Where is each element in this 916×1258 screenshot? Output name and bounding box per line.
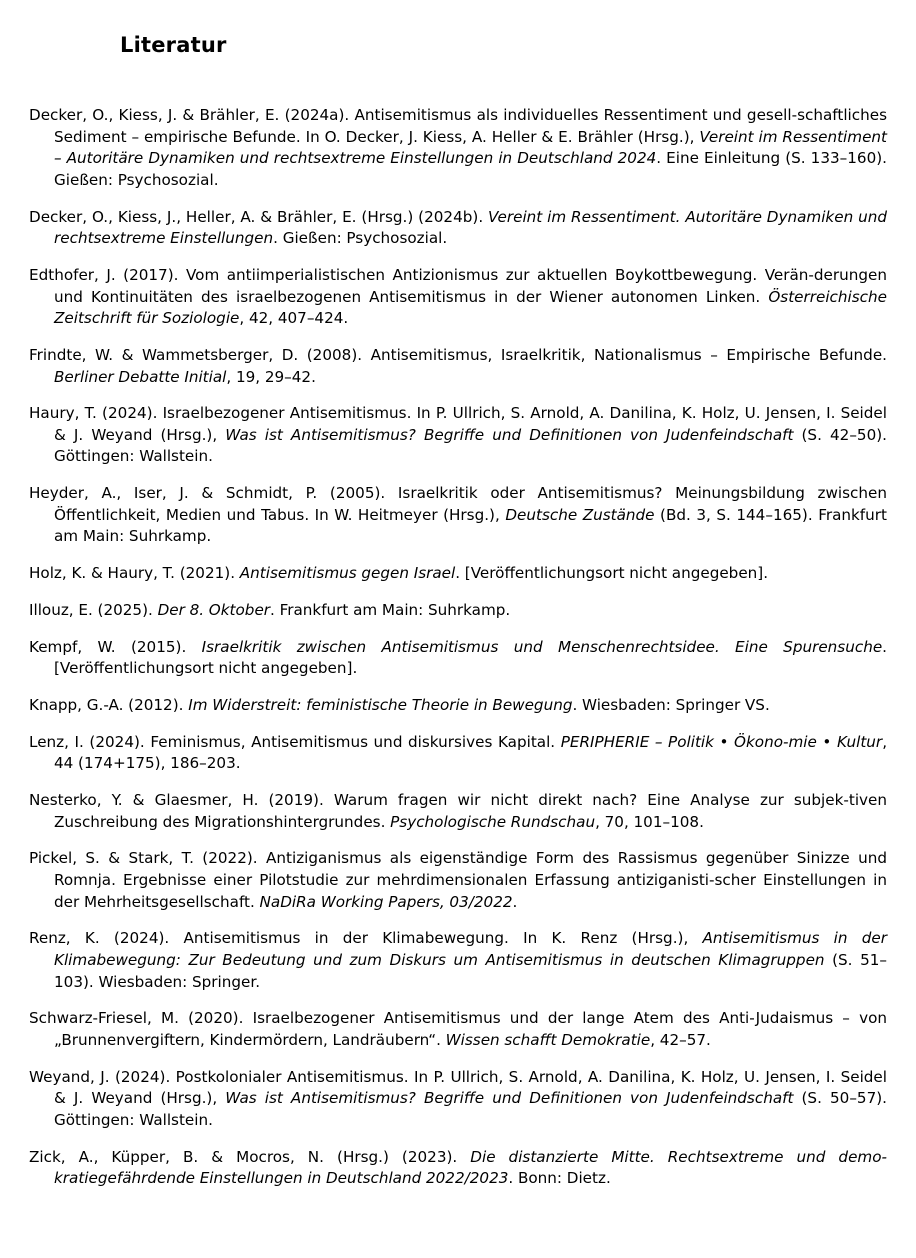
reference-entry: Schwarz-Friesel, M. (2020). Israelbezogener Antisemitismus und der lange Atem des Anti-Judaismus – von „Brunnenvergiftern, Kindermördern, Landräubern“. Wissen schafft Demokratie, 42–57. <box>29 1009 887 1049</box>
page-title: Literatur <box>120 33 227 57</box>
reference-entry: Illouz, E. (2025). Der 8. Oktober. Frankfurt am Main: Suhrkamp. <box>29 600 511 619</box>
reference-list <box>29 90 887 1199</box>
reference-entry: Frindte, W. & Wammetsberger, D. (2008). Antisemitismus, Israelkritik, Nationalismus – Empirische Befunde. Berliner Debatte Initial, 19, 29–42. <box>29 345 887 386</box>
reference-entry: Kempf, W. (2015). Israelkritik zwischen Antisemitismus und Menschenrechtsidee. Eine Spurensuche. [Veröffentlichungsort nicht angegeben]. <box>29 637 887 678</box>
reference-entry: Nesterko, Y. & Glaesmer, H. (2019). Warum fragen wir nicht direkt nach? Eine Analyse zur subjek-tiven Zuschreibung des Migrationshintergrundes. Psychologische Rundschau, 70, 101–108. <box>29 791 887 831</box>
reference-entry: Holz, K. & Haury, T. (2021). Antisemitismus gegen Israel. [Veröffentlichungsort nicht angegeben]. <box>29 564 769 583</box>
reference-entry: Knapp, G.-A. (2012). Im Widerstreit: feministische Theorie in Bewegung. Wiesbaden: Springer VS. <box>29 696 770 715</box>
reference-entry: Decker, O., Kiess, J. & Brähler, E. (2024a). Antisemitismus als individuelles Ressentiment und gesell-schaftliches Sediment – empirische Befunde. In O. Decker, J. Kiess, A. Heller & E. Brähler (Hrsg.), Vereint im Ressentiment – Autoritäre Dynamiken und rechtsextreme Einstellungen in Deutschland 2024. Eine Einleitung (S. 133–160). Gießen: Psychosozial. <box>29 106 887 189</box>
reference-entry: Edthofer, J. (2017). Vom antiimperialistischen Antizionismus zur aktuellen Boykottbewegung. Verän-derungen und Kontinuitäten des israelbezogenen Antisemitismus in der Wiener autonomen Linken. Österreichische Zeitschrift für Soziologie, 42, 407–424. <box>29 266 887 328</box>
reference-entry: Weyand, J. (2024). Postkolonialer Antisemitismus. In P. Ullrich, S. Arnold, A. Danilina, K. Holz, U. Jensen, I. Seidel & J. Weyand (Hrsg.), Was ist Antisemitismus? Begriffe und Definitionen von Judenfeindschaft (S. 50–57). Göttingen: Wallstein. <box>29 1067 887 1129</box>
reference-entry: Decker, O., Kiess, J., Heller, A. & Brähler, E. (Hrsg.) (2024b). Vereint im Ressentiment. Autoritäre Dynamiken und rechtsextreme Einstellungen. Gießen: Psychosozial. <box>29 207 887 248</box>
reference-entry: Pickel, S. & Stark, T. (2022). Antiziganismus als eigenständige Form des Rassismus gegenüber Sinizze und Romnja. Ergebnisse einer Pilotstudie zur mehrdimensionalen Erfassung antiziganisti-scher Einstellungen in der Mehrheitsgesellschaft. NaDiRa Working Papers, 03/2022. <box>29 849 887 911</box>
reference-entry: Zick, A., Küpper, B. & Mocros, N. (Hrsg.) (2023). Die distanzierte Mitte. Rechtsextreme und demo-kratiegefährdende Einstellungen in Deutschland 2022/2023. Bonn: Dietz. <box>29 1147 887 1188</box>
reference-entry: Renz, K. (2024). Antisemitismus in der Klimabewegung. In K. Renz (Hrsg.), Antisemitismus in der Klimabewegung: Zur Bedeutung und zum Diskurs um Antisemitismus in deutschen Klimagruppen (S. 51–103). Wiesbaden: Springer. <box>29 929 887 991</box>
reference-entry: Haury, T. (2024). Israelbezogener Antisemitismus. In P. Ullrich, S. Arnold, A. Danilina, K. Holz, U. Jensen, I. Seidel & J. Weyand (Hrsg.), Was ist Antisemitismus? Begriffe und Definitionen von Judenfeindschaft (S. 42–50). Göttingen: Wallstein. <box>29 404 887 466</box>
reference-entry: Heyder, A., Iser, J. & Schmidt, P. (2005). Israelkritik oder Antisemitismus? Meinungsbildung zwischen Öffentlichkeit, Medien und Tabus. In W. Heitmeyer (Hrsg.), Deutsche Zustände (Bd. 3, S. 144–165). Frankfurt am Main: Suhrkamp. <box>29 484 887 546</box>
reference-entry: Lenz, I. (2024). Feminismus, Antisemitismus und diskursives Kapital. PERIPHERIE – Politik • Ökono-mie • Kultur, 44 (174+175), 186–203. <box>29 732 888 773</box>
page-footer-bar <box>0 1250 916 1258</box>
